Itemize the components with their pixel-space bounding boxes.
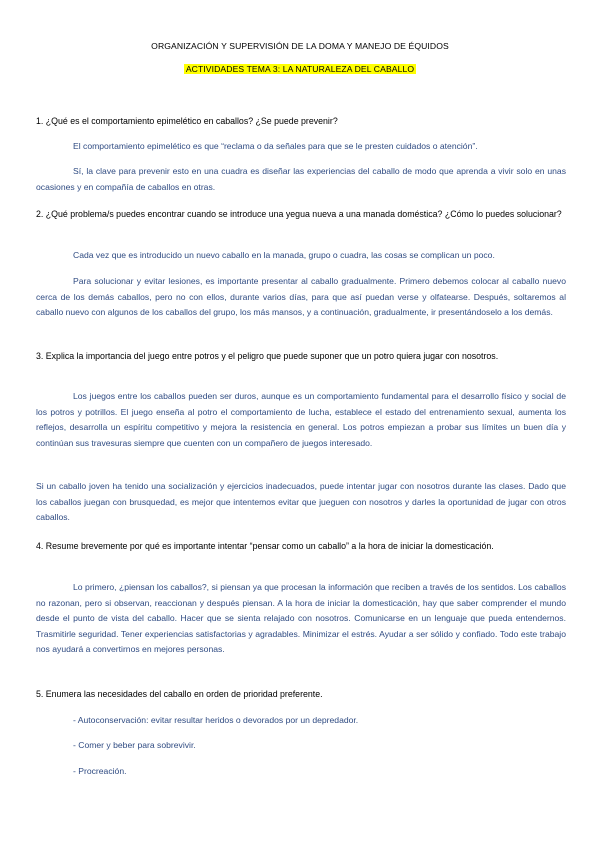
answer-1-paragraph-2: Sí, la clave para prevenir esto en una cuadra es diseñar las experiencias del caballo de modo que aprenda a vivir solo en unas ocasiones y en compañía de caballos en otras.	[36, 166, 566, 192]
answer-2-paragraph-2: Para solucionar y evitar lesiones, es importante presentar al caballo gradualmente. Primero debemos colocar al caballo nuevo cerca de los demás caballos, pero no con ellos, durante varios días, para que así puedan verse y olfatearse. Después, soltaremos al caballo nuevo con algunos de los caballos del grupo, los más mansos, y a continuación, gradualmente, ir presentándoselo a los demás.	[36, 276, 566, 318]
question-2: 2. ¿Qué problema/s puedes encontrar cuando se introduce una yegua nueva a una manada doméstica? ¿Cómo lo puedes solucionar?	[36, 209, 562, 219]
list-item: - Autoconservación: evitar resultar heridos o devorados por un depredador.	[73, 715, 359, 725]
document-title: ORGANIZACIÓN Y SUPERVISIÓN DE LA DOMA Y MANEJO DE ÉQUIDOS	[151, 41, 449, 51]
answer-3-paragraph-1: Los juegos entre los caballos pueden ser duros, aunque es un comportamiento fundamental para el desarrollo físico y social de los potros y potrillos. El juego enseña al potro el comportamiento de lucha, establece el estado del entrenamiento sexual, aumenta los reflejos, desarrolla un espíritu competitivo y mejora la resistencia en general. Los potros empiezan a probar sus límites un buen día y continúan sus travesuras siempre que cuenten con un compañero de juegos interesado.	[36, 391, 566, 448]
answer-1-paragraph-1: El comportamiento epimelético es que “reclama o da señales para que se le presten cuidados o atención”.	[73, 141, 478, 151]
list-item: - Comer y beber para sobrevivir.	[73, 740, 196, 750]
document-subtitle	[0, 64, 600, 74]
highlighted-subtitle: ACTIVIDADES TEMA 3: LA NATURALEZA DEL CABALLO	[185, 64, 415, 74]
list-item: - Procreación.	[73, 766, 127, 776]
answer-2-paragraph-1: Cada vez que es introducido un nuevo caballo en la manada, grupo o cuadra, las cosas se complican un poco.	[73, 250, 495, 260]
question-5: 5. Enumera las necesidades del caballo en orden de prioridad preferente.	[36, 689, 323, 699]
answer-3-paragraph-2: Si un caballo joven ha tenido una socialización y ejercicios inadecuados, puede intentar jugar con nosotros durante las clases. Dado que los caballos juegan con brusquedad, es mejor que intentemos evitar que jueguen con nosotros y darles la oportunidad de jugar con otros caballos.	[36, 481, 566, 523]
question-4: 4. Resume brevemente por qué es importante intentar “pensar como un caballo” a la hora de iniciar la domesticación.	[36, 541, 494, 551]
question-1: 1. ¿Qué es el comportamiento epimelético en caballos? ¿Se puede prevenir?	[36, 116, 338, 126]
question-3: 3. Explica la importancia del juego entre potros y el peligro que puede suponer que un potro quiera jugar con nosotros.	[36, 351, 499, 361]
answer-4-paragraph-1: Lo primero, ¿piensan los caballos?, si piensan ya que procesan la información que reciben a través de los sentidos. Los caballos no razonan, pero si observan, reaccionan y después piensan. A la hora de iniciar la domesticación, hay que saber comprender el mundo desde el punto de vista del caballo. Hacer que se sienta relajado con nosotros. Comunicarse en un lenguaje que pueda entendernos. Trasmitirle seguridad. Tener experiencias satisfactorias y agradables. Minimizar el estrés. Ayudar a ser sólido y confiado. Todo este trabajo nos ayudará a convertirnos en mejores personas.	[36, 582, 566, 655]
